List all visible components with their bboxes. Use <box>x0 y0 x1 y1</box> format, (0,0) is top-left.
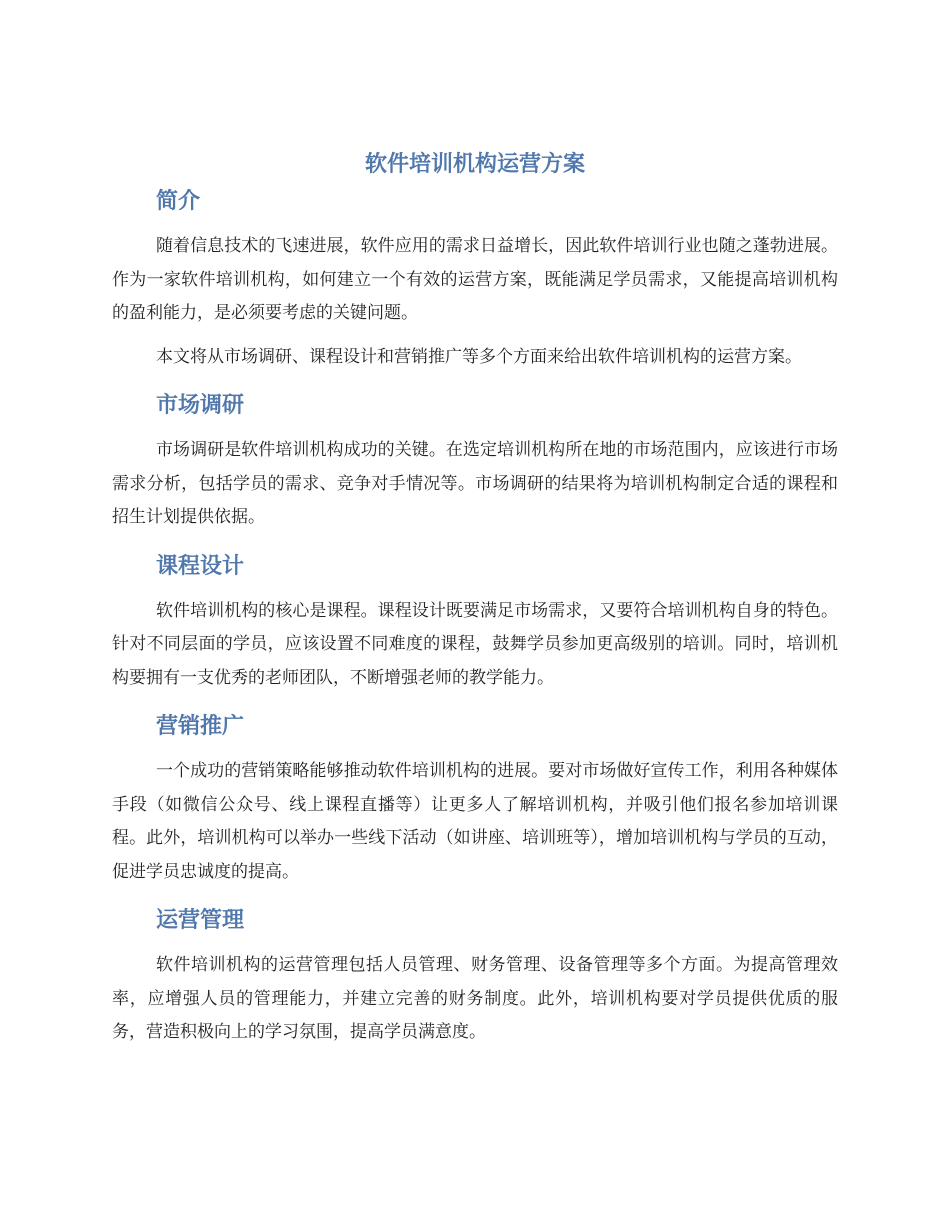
paragraph-marketing: 一个成功的营销策略能够推动软件培训机构的进展。要对市场做好宣传工作，利用各种媒体手段（如微信公众号、线上课程直播等）让更多人了解培训机构，并吸引他们报名参加培训课程。此外，培训机构可以举办一些线下活动（如讲座、培训班等），增加培训机构与学员的互动，促进学员忠诚度的提高。 <box>112 761 838 882</box>
paragraph-operations: 软件培训机构的运营管理包括人员管理、财务管理、设备管理等多个方面。为提高管理效率，应增强人员的管理能力，并建立完善的财务制度。此外，培训机构要对学员提供优质的服务，营造积极向上的学习氛围，提高学员满意度。 <box>112 955 838 1042</box>
section-heading-intro: 简介 <box>156 189 201 214</box>
section-course-design <box>112 545 838 696</box>
paragraph-intro-1: 随着信息技术的飞速进展，软件应用的需求日益增长，因此软件培训行业也随之蓬勃进展。作为一家软件培训机构，如何建立一个有效的运营方案，既能满足学员需求，又能提高培训机构的盈利能力，是必须要考虑的关键问题。 <box>112 236 838 323</box>
paragraph-course-design: 软件培训机构的核心是课程。课程设计既要满足市场需求，又要符合培训机构自身的特色。针对不同层面的学员，应该设置不同难度的课程，鼓舞学员参加更高级别的培训。同时，培训机构要拥有一支优秀的老师团队，不断增强老师的教学能力。 <box>112 600 838 688</box>
section-heading-market-research: 市场调研 <box>156 393 245 418</box>
section-heading-marketing: 营销推广 <box>156 714 245 739</box>
paragraph-market-research: 市场调研是软件培训机构成功的关键。在选定培训机构所在地的市场范围内，应该进行市场需求分析，包括学员的需求、竞争对手情况等。市场调研的结果将为培训机构制定合适的课程和招生计划提供依据。 <box>112 440 838 527</box>
section-market-research <box>112 384 838 535</box>
section-heading-course-design: 课程设计 <box>156 553 245 579</box>
section-intro <box>112 180 838 374</box>
document-title: 软件培训机构运营方案 <box>364 152 585 177</box>
section-operations <box>112 899 838 1050</box>
paragraph-intro-2: 本文将从市场调研、课程设计和营销推广等多个方面来给出软件培训机构的运营方案。 <box>156 346 802 367</box>
section-marketing <box>112 705 838 889</box>
section-heading-operations: 运营管理 <box>156 908 245 933</box>
